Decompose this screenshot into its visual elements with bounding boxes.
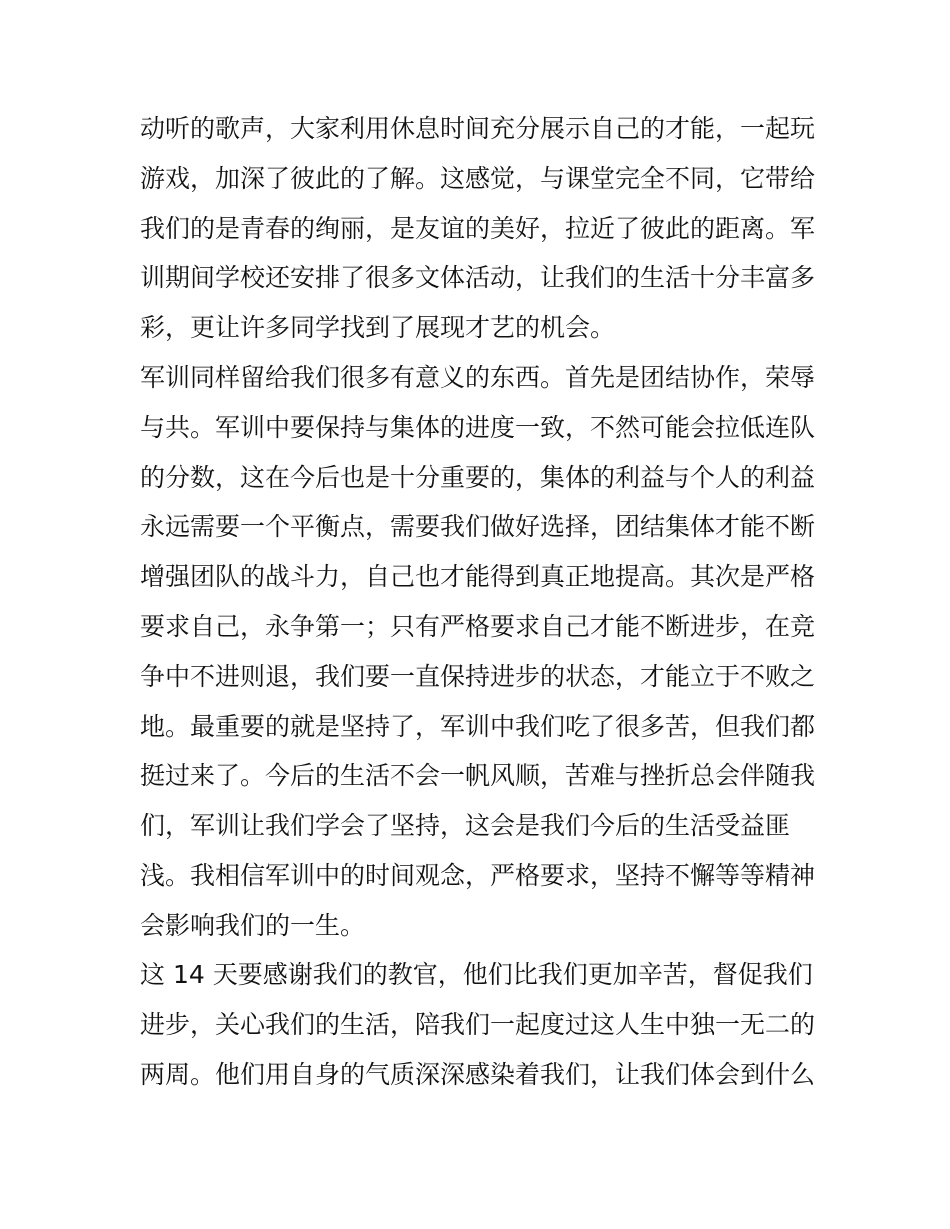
- text-line: 与共。军训中要保持与集体的进度一致，不然可能会拉低连队: [140, 413, 816, 442]
- text-line: 们，军训让我们学会了坚持，这会是我们今后的生活受益匪: [140, 811, 791, 840]
- text-line: 两周。他们用自身的气质深深感染着我们，让我们体会到什么: [140, 1060, 816, 1089]
- text-line: 挺过来了。今后的生活不会一帆风顺，苦难与挫折总会伴随我: [140, 761, 816, 790]
- text-line: 浅。我相信军训中的时间观念，严格要求，坚持不懈等等精神: [140, 861, 816, 890]
- text-line: 会影响我们的一生。: [140, 911, 366, 940]
- text-line: 训期间学校还安排了很多文体活动，让我们的生活十分丰富多: [140, 263, 816, 292]
- text-line: 争中不进则退，我们要一直保持进步的状态，才能立于不败之: [140, 662, 816, 691]
- text-line: 动听的歌声，大家利用休息时间充分展示自己的才能，一起玩: [140, 114, 816, 143]
- text-line: 游戏，加深了彼此的了解。这感觉，与课堂完全不同，它带给: [140, 164, 816, 193]
- text-line: 进步，关心我们的生活，陪我们一起度过这人生中独一无二的: [140, 1010, 816, 1039]
- text-line: 彩，更让许多同学找到了展现才艺的机会。: [140, 313, 616, 342]
- text-line: 军训同样留给我们很多有意义的东西。首先是团结协作，荣辱: [140, 363, 816, 392]
- text-line: 我们的是青春的绚丽，是友谊的美好，拉近了彼此的距离。军: [140, 214, 816, 243]
- text-line: 地。最重要的就是坚持了，军训中我们吃了很多苦，但我们都: [140, 712, 816, 741]
- text-line: 这 14 天要感谢我们的教官，他们比我们更加辛苦，督促我们: [140, 960, 813, 989]
- text-line: 增强团队的战斗力，自己也才能得到真正地提高。其次是严格: [140, 562, 816, 591]
- text-line: 永远需要一个平衡点，需要我们做好选择，团结集体才能不断: [140, 512, 816, 541]
- text-line: 要求自己，永争第一；只有严格要求自己才能不断进步，在竞: [140, 612, 816, 641]
- text-line: 的分数，这在今后也是十分重要的，集体的利益与个人的利益: [140, 463, 816, 492]
